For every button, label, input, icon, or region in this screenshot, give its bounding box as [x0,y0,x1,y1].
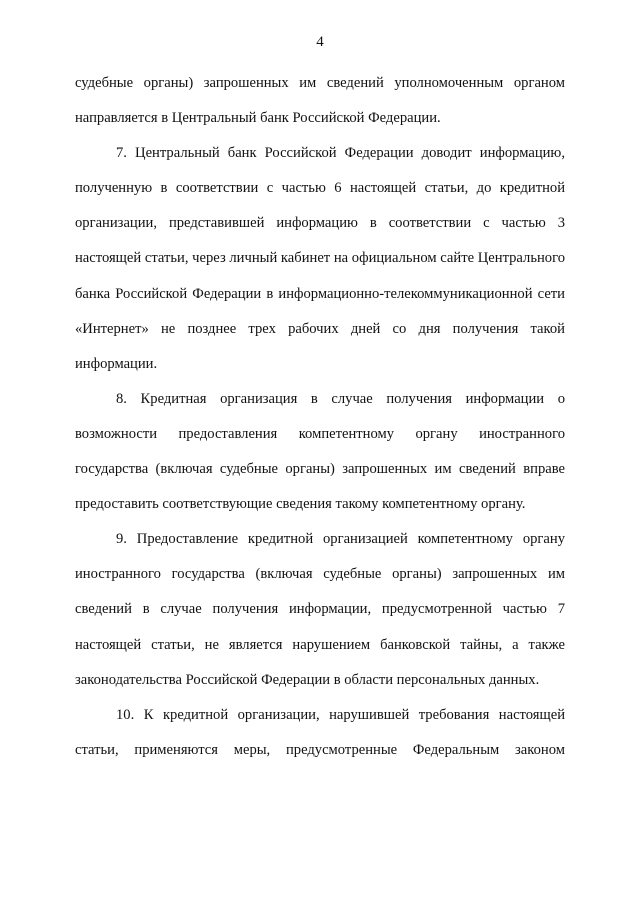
paragraph-7: 7. Центральный банк Российской Федерации доводит информацию, полученную в соответствии с частью 6 настоящей статьи, до кредитной организации, представившей информацию в соответствии с частью 3 настоящей статьи, через личный кабинет на официальном сайте Центрального банка Российской Федерации в информационно-телекоммуникационной сети «Интернет» не позднее трех рабочих дней со дня получения такой информации. [75,145,565,372]
document-body [75,66,565,768]
paragraph-continuation: судебные органы) запрошенных им сведений уполномоченным органом направляется в Центральный банк Российской Федерации. [75,75,565,127]
paragraph-9: 9. Предоставление кредитной организацией компетентному органу иностранного государства (включая судебные органы) запрошенных им сведений в случае получения информации, предусмотренной частью 7 настоящей статьи, не является нарушением банковской тайны, а также законодательства Российской Федерации в области персональных данных. [75,531,565,688]
page-number: 4 [316,34,324,50]
paragraph-10: 10. К кредитной организации, нарушившей требования настоящей статьи, применяются меры, предусмотренные Федеральным законом [75,706,565,758]
paragraph-8: 8. Кредитная организация в случае получения информации о возможности предоставления компетентному органу иностранного государства (включая судебные органы) запрошенных им сведений вправе предоставить соответствующие сведения такому компетентному органу. [75,390,565,513]
